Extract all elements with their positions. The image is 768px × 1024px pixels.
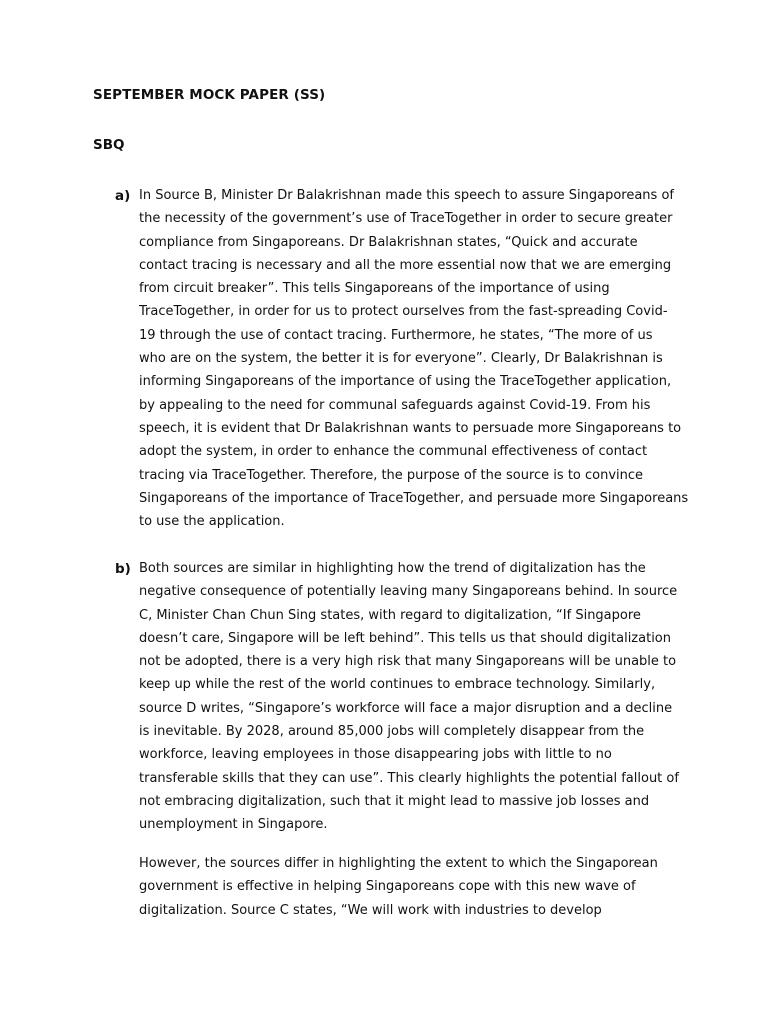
text-line: negative consequence of potentially leaving many Singaporeans behind. In source: [139, 584, 678, 600]
question-b-label: b): [115, 561, 131, 577]
text-line: not be adopted, there is a very high risk that many Singaporeans will be unable to: [139, 654, 677, 670]
question-a-paragraph: [139, 184, 689, 533]
question-b-paragraph-2: [139, 852, 684, 922]
text-line: not embracing digitalization, such that it might lead to massive job losses and: [139, 793, 650, 809]
page-title: SEPTEMBER MOCK PAPER (SS): [93, 87, 326, 103]
text-line: adopt the system, in order to enhance the communal effectiveness of contact: [139, 444, 648, 460]
text-line: source D writes, “Singapore’s workforce will face a major disruption and a decline: [139, 700, 673, 716]
text-line: C, Minister Chan Chun Sing states, with regard to digitalization, “If Singapore: [139, 607, 641, 623]
text-line: by appealing to the need for communal safeguards against Covid-19. From his: [139, 397, 651, 413]
text-line: 19 through the use of contact tracing. Furthermore, he states, “The more of us: [139, 327, 653, 343]
text-line: In Source B, Minister Dr Balakrishnan made this speech to assure Singaporeans of: [139, 188, 674, 203]
text-line: Singaporeans of the importance of TraceTogether, and persuade more Singaporeans: [139, 490, 689, 506]
text-line: government is effective in helping Singaporeans cope with this new wave of: [139, 879, 636, 895]
text-line: Both sources are similar in highlighting how the trend of digitalization has the: [139, 561, 646, 576]
text-line: doesn’t care, Singapore will be left behind”. This tells us that should digitalization: [139, 630, 671, 646]
text-line: from circuit breaker”. This tells Singaporeans of the importance of using: [139, 281, 610, 297]
text-line: contact tracing is necessary and all the more essential now that we are emerging: [139, 257, 672, 273]
text-line: is inevitable. By 2028, around 85,000 jobs will completely disappear from the: [139, 724, 645, 740]
text-line: unemployment in Singapore.: [139, 817, 328, 833]
text-line: informing Singaporeans of the importance of using the TraceTogether application,: [139, 374, 672, 390]
text-line: the necessity of the government’s use of TraceTogether in order to secure greater: [139, 211, 673, 227]
text-line: keep up while the rest of the world continues to embrace technology. Similarly,: [139, 677, 656, 693]
text-line: speech, it is evident that Dr Balakrishnan wants to persuade more Singaporeans to: [139, 420, 682, 436]
text-line: workforce, leaving employees in those disappearing jobs with little to no: [139, 747, 612, 763]
text-line: However, the sources differ in highlighting the extent to which the Singaporean: [139, 856, 658, 871]
question-b-paragraph-1: [139, 557, 684, 837]
text-line: to use the application.: [139, 514, 285, 530]
question-a-label: a): [115, 188, 131, 204]
section-heading: SBQ: [93, 137, 125, 153]
text-line: digitalization. Source C states, “We will work with industries to develop: [139, 902, 602, 918]
text-line: tracing via TraceTogether. Therefore, the purpose of the source is to convince: [139, 467, 644, 483]
text-line: who are on the system, the better it is for everyone”. Clearly, Dr Balakrishnan is: [139, 351, 663, 367]
text-line: compliance from Singaporeans. Dr Balakrishnan states, “Quick and accurate: [139, 234, 638, 250]
text-line: TraceTogether, in order for us to protect ourselves from the fast-spreading Covid-: [139, 304, 668, 320]
text-line: transferable skills that they can use”. This clearly highlights the potential fallout of: [139, 770, 679, 786]
